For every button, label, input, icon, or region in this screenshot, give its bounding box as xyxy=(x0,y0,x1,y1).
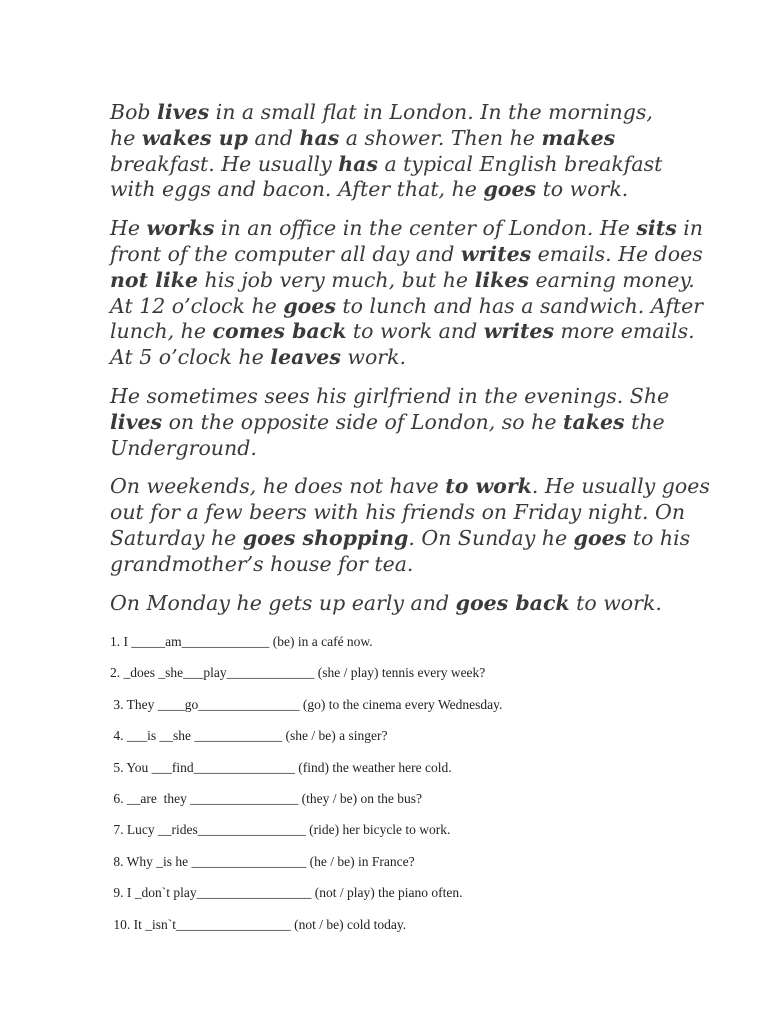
story-line xyxy=(110,177,670,203)
highlighted-verb: lives xyxy=(110,409,163,434)
highlighted-verb: to work xyxy=(445,474,532,499)
story-text: with eggs and bacon. After that, he xyxy=(110,177,484,202)
story-text: to work and xyxy=(346,319,484,344)
story-line xyxy=(110,436,670,462)
story-line xyxy=(110,267,695,294)
story-paragraph xyxy=(110,474,710,577)
story-text: . He usually goes xyxy=(531,474,710,499)
story-line xyxy=(110,552,670,578)
story-text: the xyxy=(624,409,665,434)
story-text: out for a few beers with his friends on Friday night. On xyxy=(110,500,686,525)
highlighted-verb: makes xyxy=(541,125,616,150)
story-line xyxy=(110,525,691,552)
story-line xyxy=(110,345,670,371)
story-text: a typical English breakfast xyxy=(377,151,663,176)
story-text: Underground. xyxy=(110,435,257,460)
story-text: to lunch and has a sandwich. After xyxy=(335,293,704,318)
exercise-item: 2. _does _she___play_____________ (she / play) tennis every week? xyxy=(110,665,486,681)
story-text: front of the computer all day and xyxy=(110,241,461,266)
highlighted-verb: likes xyxy=(474,267,529,292)
story-text: on the opposite side of London, so he xyxy=(162,409,564,434)
story-line xyxy=(110,152,670,178)
story-paragraph xyxy=(110,384,670,461)
story-paragraph xyxy=(110,100,670,203)
story-line xyxy=(110,126,670,152)
reading-passage xyxy=(110,100,710,629)
exercise-item: 9. I _don`t play_________________ (not / play) the piano often. xyxy=(110,885,463,901)
story-text: breakfast. He usually xyxy=(110,151,339,176)
story-line xyxy=(110,474,710,500)
story-text: On weekends, he does not have xyxy=(110,474,446,499)
exercise-item: 4. ___is __she _____________ (she / be) a singer? xyxy=(110,728,388,744)
story-text: his job very much, but he xyxy=(198,267,475,292)
story-line xyxy=(110,100,670,126)
exercise-item: 6. __are they ________________ (they / be) on the bus? xyxy=(110,790,422,806)
story-text: . On Sunday he xyxy=(408,525,574,550)
highlighted-verb: lives xyxy=(157,100,210,124)
story-paragraph xyxy=(110,216,704,371)
story-line xyxy=(110,293,704,320)
story-text: At 12 o’clock he xyxy=(110,293,284,318)
story-text: grandmother’s house for tea. xyxy=(110,551,414,576)
story-text: in an office in the center of London. He xyxy=(214,216,637,241)
story-text: more emails. xyxy=(554,319,695,344)
highlighted-verb: wakes up xyxy=(141,125,248,150)
story-text: emails. He does xyxy=(531,241,703,266)
exercise-item: 1. I _____am_____________ (be) in a café now. xyxy=(110,634,373,649)
story-line xyxy=(110,410,670,436)
exercise-item: 8. Why _is he _________________ (he / be) in France? xyxy=(110,853,415,869)
story-text: to his xyxy=(626,525,691,550)
exercise-item: 5. You ___find_______________ (find) the weather here cold. xyxy=(110,759,452,775)
highlighted-verb: not like xyxy=(110,267,199,292)
story-line xyxy=(110,216,704,242)
story-line xyxy=(110,500,686,526)
story-text: At 5 o’clock he xyxy=(110,345,271,370)
story-text: He xyxy=(110,216,147,241)
highlighted-verb: writes xyxy=(483,319,555,344)
highlighted-verb: goes xyxy=(573,525,627,550)
story-text: in a small flat in London. In the mornings, xyxy=(209,100,653,124)
story-text: earning money. xyxy=(528,267,695,292)
highlighted-verb: has xyxy=(299,125,340,150)
story-text: a shower. Then he xyxy=(339,125,542,150)
highlighted-verb: goes xyxy=(283,293,336,318)
highlighted-verb: goes xyxy=(483,177,537,202)
story-line xyxy=(110,241,703,268)
highlighted-verb: goes back xyxy=(455,590,570,615)
story-text: he xyxy=(110,125,142,150)
highlighted-verb: leaves xyxy=(270,345,341,370)
exercise-item: 10. It _isn`t_________________ (not / be) cold today. xyxy=(110,916,407,932)
story-text: On Monday he gets up early and xyxy=(110,590,456,615)
highlighted-verb: has xyxy=(338,151,378,176)
highlighted-verb: works xyxy=(146,216,215,241)
highlighted-verb: writes xyxy=(460,241,532,266)
story-text: to work. xyxy=(569,590,662,615)
story-text: work. xyxy=(340,345,407,370)
exercise-item: 3. They ____go_______________ (go) to the cinema every Wednesday. xyxy=(110,696,503,712)
story-text: lunch, he xyxy=(110,319,213,344)
highlighted-verb: takes xyxy=(563,409,625,434)
story-text: and xyxy=(247,125,300,150)
story-text: Saturday he xyxy=(110,525,243,550)
highlighted-verb: sits xyxy=(636,216,677,241)
story-line xyxy=(110,319,695,345)
story-line xyxy=(110,384,670,410)
highlighted-verb: goes shopping xyxy=(242,525,409,550)
story-text: He sometimes sees his girlfriend in the evenings. She xyxy=(110,383,670,408)
highlighted-verb: comes back xyxy=(212,319,347,344)
story-paragraph xyxy=(110,591,670,617)
story-line xyxy=(110,591,670,617)
story-text: to work. xyxy=(536,177,629,202)
exercise-list xyxy=(110,634,710,948)
story-text: Bob xyxy=(110,100,158,124)
exercise-item: 7. Lucy __rides________________ (ride) her bicycle to work. xyxy=(110,822,451,838)
story-text: in xyxy=(676,216,704,241)
